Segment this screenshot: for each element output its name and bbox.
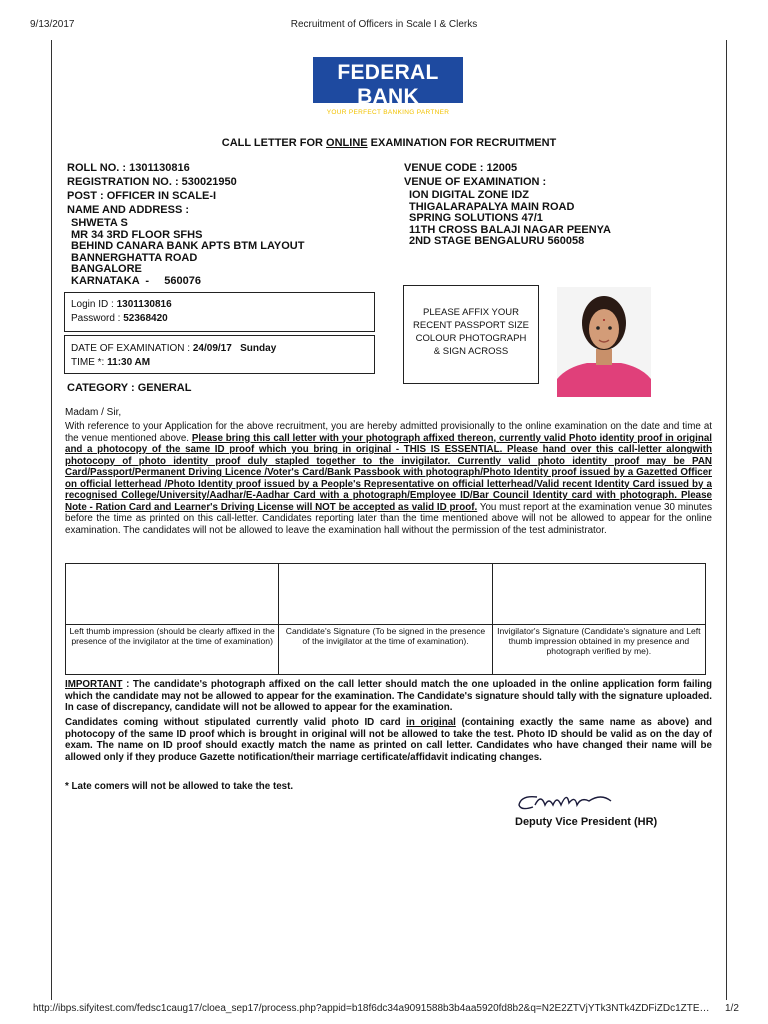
important-notice: IMPORTANT : The candidate's photograph affixed on the call letter should match the one uploaded in the online application form failing which the candidate may not be allowed to appear for the examination. The Candidate's signature should tally with the signature uploaded. In case of discrepancy, candidate will not be allowed to appear for the examination. (65, 679, 712, 713)
address-line: MR 34 3RD FLOOR SFHS (71, 229, 203, 241)
venue-code: VENUE CODE : 12005 (404, 162, 518, 174)
address-line: BANGALORE (71, 263, 142, 275)
login-box: Login ID : 1301130816 Password : 52368420 (64, 292, 375, 332)
id-requirements: Candidates coming without stipulated currently valid photo ID card in original (containing exactly the same name as above) and photocopy of the same ID proof which is brought in original will not be allowed to take the test. Photo ID should be valid as on the day of exam. The name on ID proof should exactly match the name as printed on call letter. Candidates who have changed their name will be allowed only if they produce Gazette notification/their marriage certificate/affidavit indicating changes. (65, 717, 713, 763)
page-number: 1/2 (725, 1003, 739, 1014)
address-line: KARNATAKA - 560076 (71, 275, 201, 287)
salutation: Madam / Sir, (65, 407, 122, 418)
invigilator-signature-cell (492, 564, 705, 625)
exam-time: 11:30 AM (107, 357, 151, 368)
exam-date: 24/09/17 Sunday (192, 343, 277, 354)
candidate-photo-image (557, 287, 651, 397)
password: 52368420 (123, 313, 168, 324)
letter-title: CALL LETTER FOR ONLINE EXAMINATION FOR RECRUITMENT (221, 137, 557, 149)
venue-line: ION DIGITAL ZONE IDZ (409, 189, 529, 201)
address-line: BEHIND CANARA BANK APTS BTM LAYOUT (71, 240, 305, 252)
invigilator-signature-caption: Invigilator's Signature (Candidate's signature and Left thumb impression obtained in my presence and photograph verified by me). (492, 625, 705, 675)
candidate-signature-caption: Candidate's Signature (To be signed in the presence of the invigilator at the time of examination). (279, 625, 492, 675)
thumb-impression-cell (66, 564, 279, 625)
venue-line: 2ND STAGE BENGALURU 560058 (409, 235, 585, 247)
thumb-impression-caption: Left thumb impression (should be clearly affixed in the presence of the invigilator at the time of examination) (66, 625, 279, 675)
venue-line: THIGALARAPALYA MAIN ROAD (409, 201, 575, 213)
photo-affix-box: PLEASE AFFIX YOUR RECENT PASSPORT SIZE COLOUR PHOTOGRAPH & SIGN ACROSS (403, 285, 539, 384)
exam-date-box: DATE OF EXAMINATION : 24/09/17 Sunday TIME *: 11:30 AM (64, 335, 375, 374)
venue-line: 11TH CROSS BALAJI NAGAR PEENYA (409, 224, 611, 236)
candidate-photo (557, 287, 651, 397)
body-paragraph: With reference to your Application for the above recruitment, you are hereby admitted provisionally to the online examination on the date and time at the venue mentioned above. Please bring this call letter with your photograph affixed thereon, currently valid Photo identity proof in original and a photocopy of the same ID proof which you bring in original - THIS IS ESSENTIAL. Please hand over this call-letter alongwith photocopy of photo identity proof duly stapled together to the invigilator. Currently valid photo identity proof may be PAN Card/Passport/Permanent Driving Licence /Voter's Card/Bank Passbook with photograph/Photo Identity proof issued by a Gazetted Officer on official letterhead /Photo Identity proof issued by a People's Representative on official letterhead/Valid recent Identity Card issued by a recognised College/University/Aadhar/E-Aadhar Card with a photograph/Employee ID/Bar Council Identity card with photograph. Please Note - Ration Card and Learner's Driving License will NOT be accepted as valid ID proof. You must report at the examination venue 30 minutes before the time as printed on this call-letter. Candidates reporting later than the time mentioned above will not be allowed to appear for the online examination. The candidates will not be allowed to leave the examination hall without the permission of the test administrator. (65, 421, 713, 536)
category: CATEGORY : GENERAL (67, 382, 192, 394)
late-comers-note: * Late comers will not be allowed to take the test. (65, 781, 294, 792)
login-id: 1301130816 (116, 299, 172, 310)
candidate-signature-cell (279, 564, 492, 625)
name-address-label: NAME AND ADDRESS : (67, 204, 190, 216)
venue-label: VENUE OF EXAMINATION : (404, 176, 547, 188)
registration-number: REGISTRATION NO. : 530021950 (67, 176, 237, 188)
signature-table (65, 563, 706, 675)
venue-line: SPRING SOLUTIONS 47/1 (409, 212, 543, 224)
post: POST : OFFICER IN SCALE-I (67, 190, 217, 202)
print-title: Recruitment of Officers in Scale I & Clerks (290, 19, 478, 30)
logo-name: FEDERAL BANK (337, 61, 439, 108)
address-line: BANNERGHATTA ROAD (71, 252, 198, 264)
logo-tagline: YOUR PERFECT BANKING PARTNER (326, 109, 450, 116)
federal-bank-logo (313, 57, 463, 116)
handwritten-signature (515, 789, 625, 815)
print-date: 9/13/2017 (30, 19, 75, 30)
footer-url: http://ibps.sifyitest.com/fedsc1caug17/cloea_sep17/process.php?appid=b18f6dc34a9091588b3b4aa5920fd8b2&q=N2E2ZTVjYTk3NTk4ZDFiZDc1ZTE… (33, 1003, 710, 1014)
address-line: SHWETA S (71, 217, 128, 229)
signatory-title: Deputy Vice President (HR) (515, 816, 658, 828)
roll-number: ROLL NO. : 1301130816 (67, 162, 190, 174)
